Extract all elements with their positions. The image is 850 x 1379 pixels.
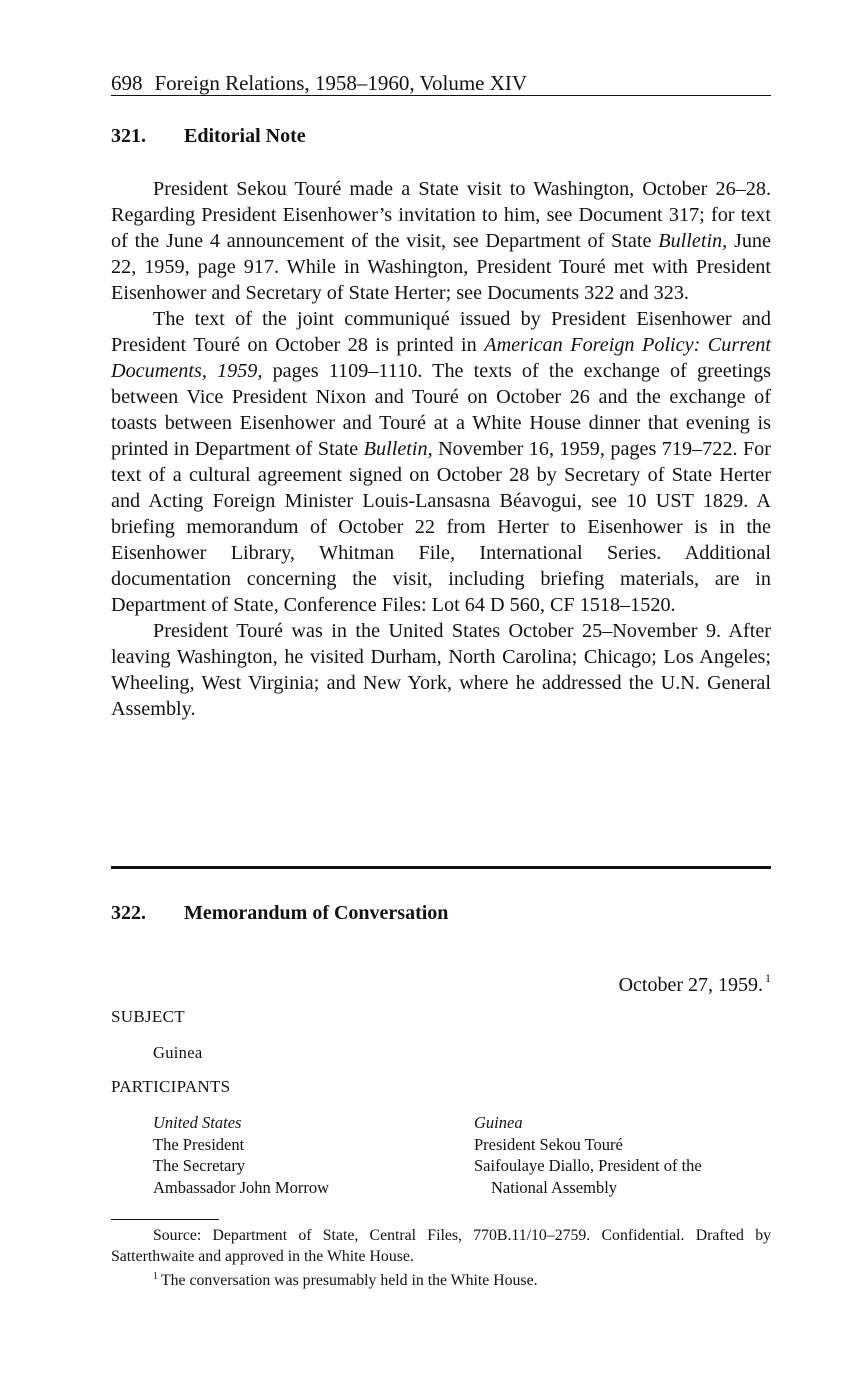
doc-321-title: Editorial Note <box>184 125 306 147</box>
doc-321-heading <box>111 123 306 149</box>
text-run: The text of the joint communiqué issued by President Eisenhower and President Touré on October 28 is printed in <box>111 308 771 356</box>
footnote-text: The conversation was presumably held in the White House. <box>161 1272 538 1289</box>
participant: The President <box>153 1134 245 1154</box>
participants-us <box>153 1112 329 1198</box>
volume-title: Foreign Relations, 1958–1960, Volume XIV <box>154 71 528 95</box>
section-rule <box>111 866 771 869</box>
italic-run: American Foreign Policy: Current Documents, 1959, <box>111 334 771 382</box>
text-run: June 22, 1959, page 917. While in Washington, President Touré met with President Eisenhower and Secretary of State Herter; see Documents 322 and 323. <box>111 230 771 304</box>
participants-guinea <box>474 1112 702 1198</box>
participant: Ambassador John Morrow <box>153 1177 329 1197</box>
memo-date <box>619 964 771 999</box>
doc-322-title: Memorandum of Conversation <box>184 902 449 924</box>
guinea-heading: Guinea <box>474 1113 523 1132</box>
paragraph-2 <box>111 306 771 618</box>
footnotes <box>111 1226 771 1292</box>
running-head <box>111 70 771 96</box>
source-note: Source: Department of State, Central Files, 770B.11/10–2759. Confidential. Drafted by Satterthwaite and approved in the White House. <box>111 1227 771 1265</box>
participant: The Secretary <box>153 1156 246 1175</box>
doc-321-number: 321. <box>111 125 146 147</box>
participant: Saifoulaye Diallo, President of the <box>474 1156 702 1175</box>
text-run: pages 1109–1110. The texts of the exchange of greetings between Vice President Nixon and Touré on October 26 and the exchange of toasts between Eisenhower and Touré at a White House dinner that evening is printed in Department of State <box>111 360 771 460</box>
footnote-rule <box>111 1219 219 1220</box>
header-rule <box>111 95 771 96</box>
footnote-number: 1 <box>153 1271 158 1282</box>
doc-322-number: 322. <box>111 902 146 924</box>
text-run: November 16, 1959, pages 719–722. For text of a cultural agreement signed on October 28 by Secretary of State Herter and Acting Foreign Minister Louis-Lansasna Béavogui, see 10 UST 1829. A briefing memorandum of October 22 from Herter to Eisenhower is in the Eisenhower Library, Whitman File, International Series. Additional documentation concerning the visit, including briefing materials, are in Department of State, Conference Files: Lot 64 D 560, CF 1518–1520. <box>111 438 771 616</box>
italic-run: Bulletin, <box>658 230 728 252</box>
text-run: President Sekou Touré made a State visit to Washington, October 26–28. Regarding President Eisenhower’s invitation to him, see Document 317; for text of the June 4 announcement of the visit, see Department of State <box>111 178 771 252</box>
editorial-note-body <box>111 176 771 722</box>
subject-value: Guinea <box>153 1043 203 1062</box>
footnote-1 <box>111 1267 771 1292</box>
paragraph-3: President Touré was in the United States October 25–November 9. After leaving Washington, he visited Durham, North Carolina; Chicago; Los Angeles; Wheeling, West Virginia; and New York, where he addressed the U.N. General Assembly. <box>111 620 771 720</box>
date-text: October 27, 1959. <box>618 974 763 996</box>
participant: President Sekou Touré <box>474 1134 623 1154</box>
doc-322-heading <box>111 900 448 926</box>
page-number: 698 <box>111 71 143 95</box>
footnote-marker: 1 <box>765 971 771 985</box>
participant: National Assembly <box>491 1177 618 1197</box>
paragraph-1 <box>111 176 771 306</box>
italic-run: Bulletin, <box>363 438 433 460</box>
participants-label: PARTICIPANTS <box>111 1077 231 1096</box>
us-heading: United States <box>153 1113 242 1132</box>
subject-label: SUBJECT <box>111 1007 185 1026</box>
